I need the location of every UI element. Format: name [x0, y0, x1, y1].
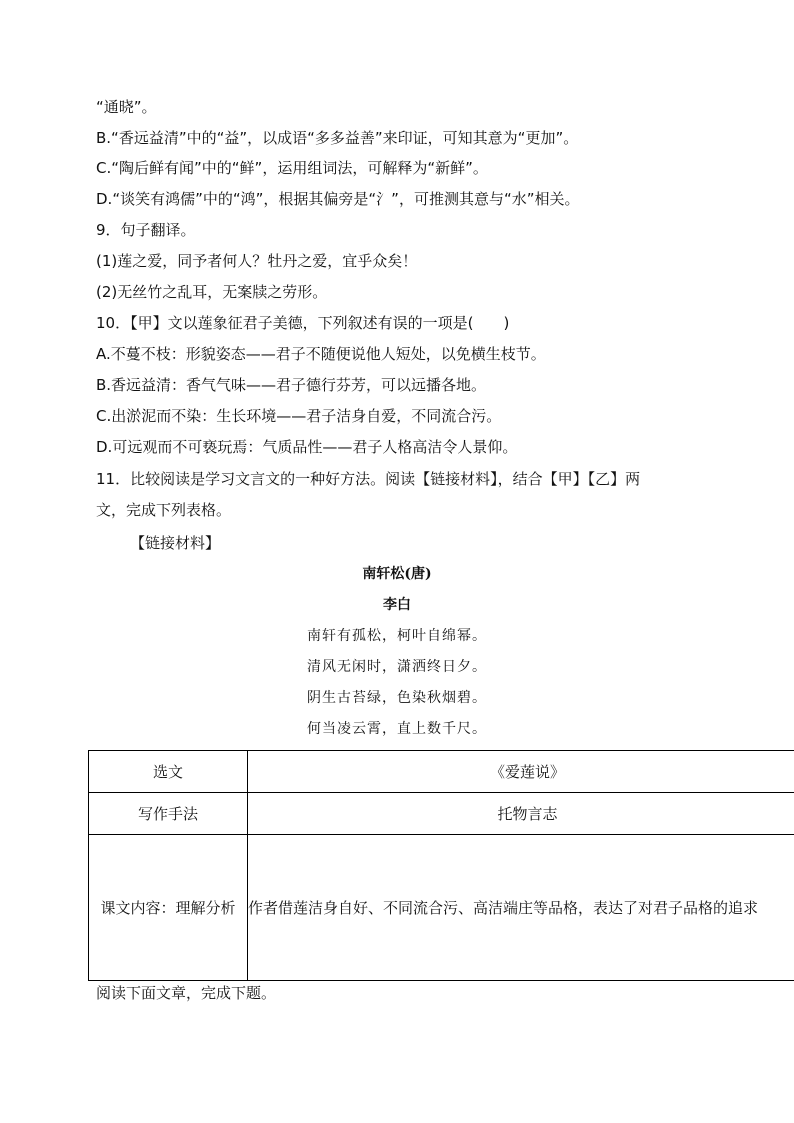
text-line: “通晓”。: [96, 98, 157, 116]
q10-option-a: A.不蔓不枝：形貌姿态——君子不随便说他人短处，以免横生枝节。: [96, 345, 546, 363]
option-c-line: C.“陶后鲜有闻”中的“鲜”，运用组词法，可解释为“新鲜”。: [96, 159, 488, 177]
option-d-line: D.“谈笑有鸿儒”中的“鸿”，根据其偏旁是“氵”，可推测其意与“水”相关。: [96, 190, 580, 208]
question-11: 11．比较阅读是学习文言文的一种好方法。阅读【链接材料】，结合【甲】【乙】两: [96, 470, 641, 488]
table-row: [89, 751, 794, 793]
table-label-cell: 课文内容：理解分析: [89, 835, 248, 981]
q10-option-d: D.可远观而不可亵玩焉：气质品性——君子人格高洁令人景仰。: [96, 438, 518, 456]
comparison-table: [88, 750, 794, 981]
poem-line: 何当凌云霄，直上数千尺。: [307, 721, 487, 737]
q9-sentence-1: (1)莲之爱，同予者何人？牡丹之爱，宜乎众矣！: [96, 252, 418, 270]
poem-title: 南轩松(唐): [362, 566, 432, 582]
q10-option-c: C.出淤泥而不染：生长环境——君子洁身自爱，不同流合污。: [96, 407, 502, 425]
table-label-cell: 选文: [89, 751, 248, 793]
instruction-line: 阅读下面文章，完成下题。: [96, 984, 277, 1002]
q9-sentence-2: (2)无丝竹之乱耳，无案牍之劳形。: [96, 283, 328, 301]
question-11-cont: 文，完成下列表格。: [96, 501, 232, 519]
question-9: 9．句子翻译。: [96, 221, 196, 239]
poem-line: 清风无闲时，潇洒终日夕。: [307, 659, 487, 675]
table-row: [89, 835, 794, 981]
question-10: 10．【甲】文以莲象征君子美德，下列叙述有误的一项是( ): [96, 314, 510, 332]
table-value-cell: 《爱莲说》: [248, 751, 794, 793]
poem-line: 南轩有孤松，柯叶自绵幂。: [307, 628, 487, 644]
table-value-cell: 托物言志: [248, 793, 794, 835]
table-label-cell: 写作手法: [89, 793, 248, 835]
table-value-cell: 作者借莲洁身自好、不同流合污、高洁端庄等品格，表达了对君子品格的追求: [248, 835, 794, 981]
q10-option-b: B.香远益清：香气气味——君子德行芬芳，可以远播各地。: [96, 376, 487, 394]
link-material-heading: 【链接材料】: [130, 534, 221, 552]
option-b-line: B.“香远益清”中的“益”，以成语“多多益善”来印证，可知其意为“更加”。: [96, 129, 579, 147]
table-row: [89, 793, 794, 835]
poem-author: 李白: [383, 597, 411, 613]
poem-line: 阴生古苔绿，色染秋烟碧。: [307, 690, 487, 706]
